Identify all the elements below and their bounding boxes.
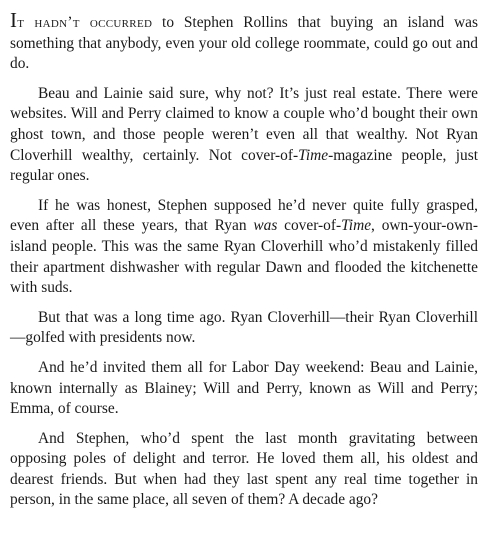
paragraph-6: And Stephen, who’d spent the last month gravitating between opposing poles of delight and terror. He loved them all, his oldest and dearest friends. But when had they last spent any real time together in person, in the same place, all seven of them? A decade ago?	[10, 429, 478, 509]
p3-text-c: cover-of-	[277, 217, 342, 235]
p3-text-a: If he was honest, Stephen supposed he’d never quite fully grasped, even after all these years, that Ryan	[10, 196, 478, 235]
paragraph-5: And he’d invited them all for Labor Day weekend: Beau and Lainie, known internally as Blainey; Will and Perry, known as Will and Perry; Emma, of course.	[10, 358, 478, 418]
p2-text-c: -magazine people, just regular ones.	[10, 146, 478, 185]
opening-smallcaps: t hadn’t occurred	[17, 14, 153, 31]
p2-italic-time: Time	[298, 146, 329, 164]
paragraph-opening	[10, 10, 478, 75]
opening-text: to Stephen Rollins that buying an island was something that anybody, even your old college roommate, could go out and do.	[10, 14, 478, 73]
paragraph-2	[10, 84, 478, 187]
p3-text-e: , own-your-own-island people. This was the same Ryan Cloverhill who’d mistakenly filled their apartment dishwasher with regular Dawn and flooded the kitchenette with suds.	[10, 217, 479, 297]
p3-italic-time: Time	[341, 217, 372, 235]
paragraph-3	[10, 196, 478, 299]
paragraph-4: But that was a long time ago. Ryan Cloverhill—their Ryan Cloverhill—golfed with presidents now.	[10, 308, 478, 347]
p2-text-a: Beau and Lainie said sure, why not? It’s just real estate. There were websites. Will and Perry claimed to know a couple who’d bought their own ghost town, and those people weren’t even all that wealthy. Not Ryan Cloverhill wealthy, certainly. Not cover-of-	[10, 84, 478, 164]
initial-letter: I	[10, 8, 18, 32]
p3-italic-was: was	[253, 217, 278, 235]
